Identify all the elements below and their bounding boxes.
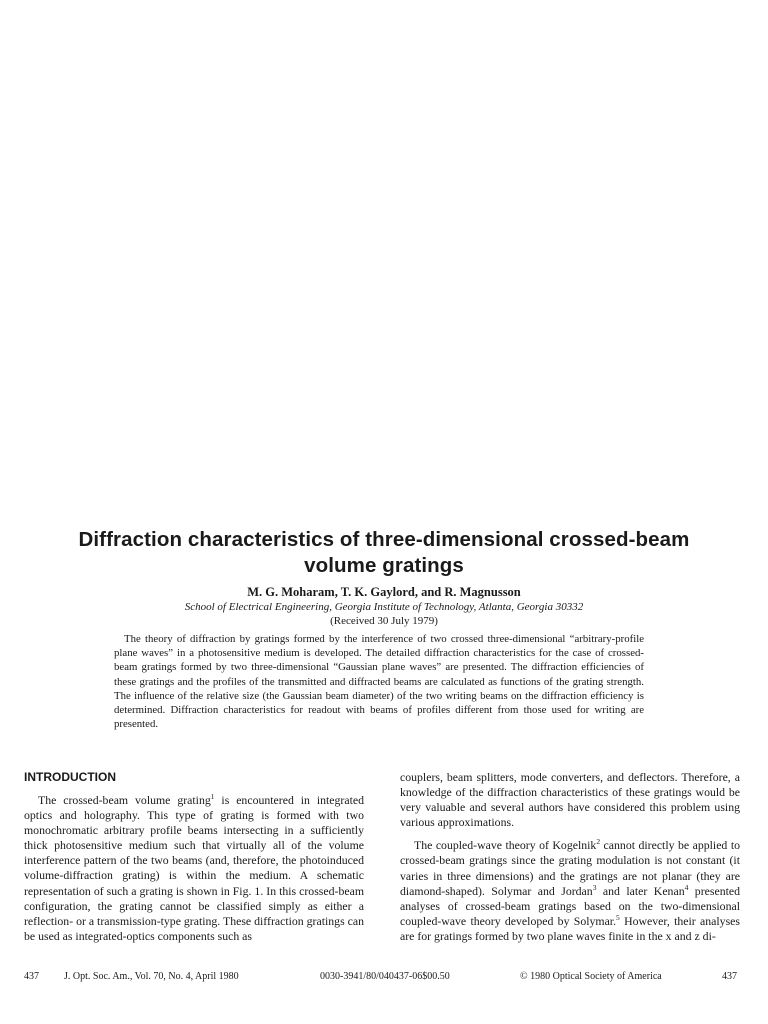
intro-paragraph-continued: couplers, beam splitters, mode converters, and deflectors. Therefore, a knowledge of the diffraction characteristics of these gratings would be very valuable and several authors have considered this problem using various approximations. — [400, 770, 740, 830]
affiliation: School of Electrical Engineering, Georgia Institute of Technology, Atlanta, Georgia 30332 — [184, 601, 584, 613]
received-date: (Received 30 July 1979) — [330, 615, 438, 627]
text-segment: presented analyses of crossed-beam gratings based on the two-dimensional coupled-wave theory developed by Solymar. — [400, 883, 741, 928]
text-segment: The crossed-beam volume grating — [38, 793, 211, 807]
intro-paragraph-1 — [24, 793, 364, 944]
citation-ref: 1 — [210, 792, 215, 802]
text-segment: and later Kenan — [596, 883, 685, 898]
page-footer — [0, 970, 768, 986]
citation-ref: 5 — [616, 912, 620, 922]
title-line-1: Diffraction characteristics of three-dimensional crossed-beam — [78, 528, 690, 551]
page-number-right: 437 — [722, 971, 737, 982]
page-number-left: 437 — [24, 971, 39, 982]
abstract — [114, 632, 644, 731]
copyright: © 1980 Optical Society of America — [520, 971, 662, 982]
citation-ref: 3 — [592, 882, 597, 892]
section-heading-introduction: INTRODUCTION — [24, 770, 116, 784]
citation-ref: 4 — [684, 882, 689, 892]
text-segment: However, their analyses are for gratings formed by two plane waves finite in the x and z di- — [400, 913, 740, 943]
left-column — [24, 770, 364, 952]
journal-citation: J. Opt. Soc. Am., Vol. 70, No. 4, April 1980 — [64, 971, 239, 982]
text-segment: is encountered in integrated optics and holography. This type of grating is formed with two monochromatic arbitrary profile beams intersecting in a sufficiently thick photosensitive medium such that virtually all of the volume interference pattern of the two beams (and, therefore, the photoinduced volume-diffraction grating) is within the medium. A schematic representation of such a grating is shown in Fig. 1. In this crossed-beam configuration, the grating cannot be classified simply as either a reflection- or a transmission-type grating. These diffraction gratings can be used as integrated-optics components such as — [24, 793, 365, 943]
right-column — [400, 770, 740, 952]
abstract-text: The theory of diffraction by gratings formed by the interference of two crossed three-dimensional “arbitrary-profile plane waves” in a photosensitive medium is developed. The detailed diffraction characteristics for the case of crossed-beam gratings formed by two three-dimensional “Gaussian plane waves” are presented. The diffraction efficiencies of these gratings and the profiles of the transmitted and diffracted beams are calculated as functions of the grating strength. The influence of the relative size (the Gaussian beam diameter) of the two writing beams on the diffraction efficiency is determined. Diffraction characteristics for readout with beams of profiles different from those used for writing are presented. — [114, 633, 644, 731]
authors: M. G. Moharam, T. K. Gaylord, and R. Magnusson — [247, 585, 521, 599]
title-line-2: volume gratings — [304, 554, 464, 577]
text-segment: The coupled-wave theory of Kogelnik — [414, 838, 597, 853]
text-segment: cannot directly be applied to crossed-beam gratings since the grating modulation is not constant (it varies in three dimensions) and the gratings are not planar (they are diamond-shaped). Solymar and Jordan — [400, 838, 740, 898]
article-title — [0, 527, 768, 579]
intro-paragraph-2 — [400, 838, 740, 944]
citation-ref: 2 — [596, 837, 601, 847]
article-code: 0030-3941/80/040437-06$00.50 — [320, 971, 450, 982]
